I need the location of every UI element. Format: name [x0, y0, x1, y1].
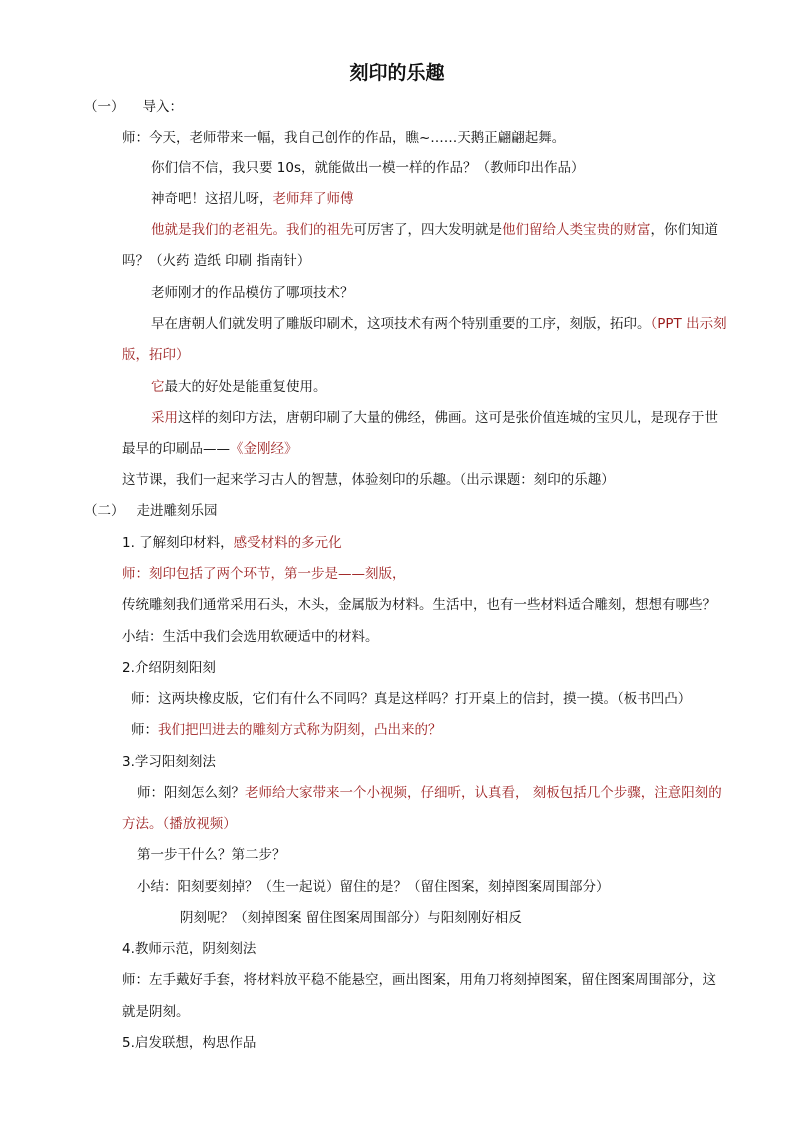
paragraph-line	[122, 128, 565, 148]
paragraph-line: 吗？（火药 造纸 印刷 指南针）	[122, 253, 311, 269]
paragraph-line: 小结：生活中我们会选用软硬适中的材料。	[122, 629, 379, 645]
text-span: 天鹅正翩翩起舞。	[457, 130, 566, 146]
page-title: 刻印的乐趣	[349, 62, 445, 84]
text-span: ，你们知道	[650, 222, 718, 238]
paragraph-line: 方法。（播放视频）	[122, 816, 237, 832]
paragraph-line: 小结：阳刻要刻掉？（生一起说）留住的是？（留住图案，刻掉图案周围部分）	[137, 879, 610, 895]
paragraph-line	[151, 189, 354, 209]
highlight-span: 老师给大家带来一个小视频，仔细听，认真看， 刻板包括几个步骤，注意阳刻的	[245, 785, 722, 801]
paragraph-line: 传统雕刻我们通常采用石头，木头，金属版为材料。生活中，也有一些材料适合雕刻，想想有哪些？	[122, 597, 716, 613]
text-span: 1. 了解刻印材料，	[122, 535, 234, 551]
text-span: 最早的印刷品——	[122, 441, 230, 457]
paragraph-line: 就是阴刻。	[122, 1004, 190, 1020]
highlight-span: 采用	[151, 410, 178, 426]
text-span: 师：今天，老师带来一幅，我自己创作的作品，瞧~……	[122, 130, 458, 146]
section-heading-carving	[84, 501, 218, 521]
paragraph-line: 师：这两块橡皮版，它们有什么不同吗？真是这样吗？打开桌上的信封，摸一摸。（板书凹凸）	[131, 691, 692, 707]
subheading: 4.教师示范，阴刻刻法	[122, 941, 257, 957]
highlight-span: 感受材料的多元化	[233, 535, 342, 551]
section-label: 导入：	[142, 99, 183, 115]
paragraph-line: 师：刻印包括了两个环节，第一步是——刻版，	[122, 566, 406, 582]
highlight-span: 它	[151, 379, 165, 395]
subheading: 2.介绍阴刻阳刻	[122, 660, 216, 676]
highlight-span: （PPT 出示刻	[650, 316, 727, 332]
text-span: 最大的好处是能重复使用。	[164, 379, 327, 395]
subheading: 5.启发联想，构思作品	[122, 1035, 257, 1051]
paragraph-line	[151, 220, 718, 240]
section-heading-intro	[84, 97, 183, 117]
paragraph-line	[151, 408, 718, 428]
text-span: 师：	[131, 722, 158, 738]
highlight-span: 他就是我们的老祖先。我们的祖先	[151, 222, 354, 238]
text-span: 师：阳刻怎么刻？	[137, 785, 245, 801]
section-label: 走进雕刻乐园	[136, 503, 218, 519]
paragraph-line: 版，拓印）	[122, 347, 190, 363]
paragraph-line: 这节课，我们一起来学习古人的智慧，体验刻印的乐趣。（出示课题：刻印的乐趣）	[122, 472, 615, 488]
highlight-span: 他们留给人类宝贵的财富	[502, 222, 651, 238]
paragraph-line	[151, 314, 727, 334]
highlight-span: 老师拜了师傅	[272, 191, 354, 207]
text-span: 早在唐朝人们就发明了雕版印刷术，这项技术有两个特别重要的工序，刻版，拓印。	[151, 316, 651, 332]
paragraph-line: 你们信不信，我只要 10s，就能做出一模一样的作品？（教师印出作品）	[151, 160, 585, 176]
subheading: 3.学习阳刻刻法	[122, 754, 216, 770]
highlight-span: 我们把凹进去的雕刻方式称为阴刻，凸出来的？	[158, 722, 442, 738]
paragraph-line	[122, 533, 342, 553]
section-number: （二）	[84, 503, 125, 519]
paragraph-line: 第一步干什么？第二步？	[137, 847, 286, 863]
paragraph-line	[122, 439, 298, 459]
paragraph-line	[151, 377, 327, 397]
highlight-span: 《金刚经》	[230, 441, 298, 457]
paragraph-line: 师：左手戴好手套，将材料放平稳不能悬空，画出图案，用角刀将刻掉图案，留住图案周围部分，这	[122, 972, 716, 988]
section-number: （一）	[84, 99, 125, 115]
text-span: 可厉害了，四大发明就是	[353, 222, 502, 238]
text-span: 这样的刻印方法，唐朝印刷了大量的佛经，佛画。这可是张价值连城的宝贝儿，是现存于世	[178, 410, 718, 426]
paragraph-line	[137, 783, 722, 803]
paragraph-line: 老师刚才的作品模仿了哪项技术？	[151, 285, 354, 301]
paragraph-line	[131, 720, 442, 740]
text-span: 神奇吧！这招儿呀，	[151, 191, 273, 207]
paragraph-line: 阴刻呢？（刻掉图案 留住图案周围部分）与阳刻刚好相反	[180, 910, 522, 926]
